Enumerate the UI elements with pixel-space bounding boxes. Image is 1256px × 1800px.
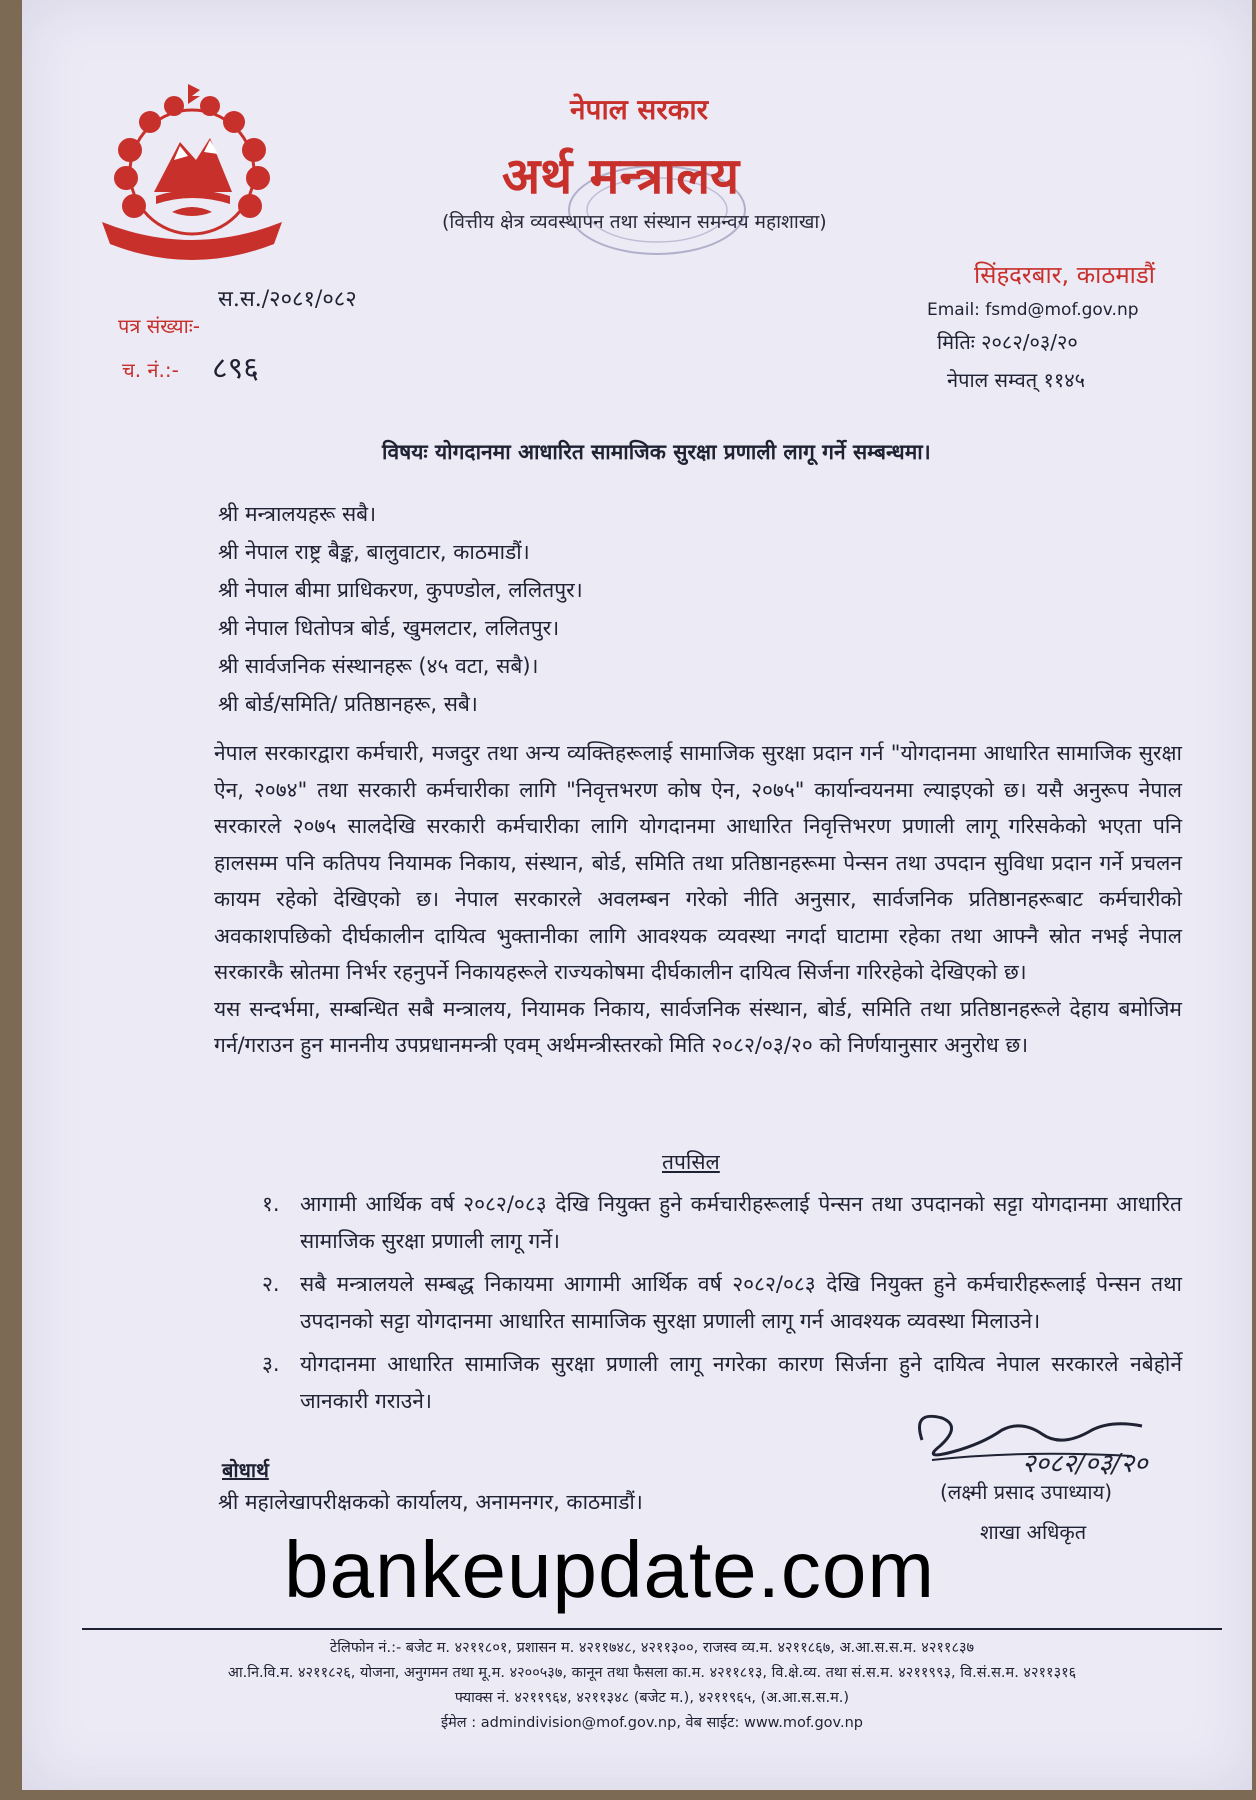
schedule-item-number: ३. bbox=[262, 1352, 280, 1376]
flag-icon bbox=[188, 84, 200, 104]
recipient-item: श्री बोर्ड/समिति/ प्रतिष्ठानहरू, सबै। bbox=[218, 692, 478, 716]
watermark-text: bankeupdate.com bbox=[284, 1525, 936, 1614]
fiscal-year-ref: स.स./२०८१/०८२ bbox=[218, 287, 357, 312]
footer-line: ईमेल : admindivision@mof.gov.np, वेब साईट: www.mof.gov.np bbox=[440, 1715, 864, 1731]
cc-label: बोधार्थ bbox=[222, 1458, 269, 1482]
schedule-list bbox=[262, 1186, 1182, 1426]
recipient-item: श्री नेपाल धितोपत्र बोर्ड, खुमलटार, ललितपुर। bbox=[218, 616, 560, 640]
email-line: Email: fsmd@mof.gov.np bbox=[927, 300, 1139, 320]
recipient-item: श्री नेपाल बीमा प्राधिकरण, कुपण्डोल, ललितपुर। bbox=[218, 578, 583, 602]
recipient-item: श्री मन्त्रालयहरू सबै। bbox=[218, 502, 377, 526]
recipient-item: श्री सार्वजनिक संस्थानहरू (४५ वटा, सबै)। bbox=[218, 654, 539, 678]
dispatch-no-label: च. नं.:- bbox=[122, 358, 179, 382]
signature-date: २०८२/०३/२० bbox=[1022, 1449, 1148, 1479]
body-paragraph-1: नेपाल सरकारद्वारा कर्मचारी, मजदुर तथा अन्य व्यक्तिहरूलाई सामाजिक सुरक्षा प्रदान गर्न "योगदानमा आधारित सामाजिक सुरक्षा ऐन, २०७४" तथा सरकारी कर्मचारीका लागि "निवृत्तभरण कोष ऐन, २०७५" कार्यान्वयनमा ल्याइएको छ। यसै अनुरूप नेपाल सरकारले २०७५ सालदेखि सरकारी कर्मचारीका लागि योगदानमा आधारित निवृत्तिभरण प्रणाली लागू गरिसकेको भएता पनि हालसम्म पनि कतिपय नियामक निकाय, संस्थान, बोर्ड, समिति तथा प्रतिष्ठानहरूमा पेन्सन तथा उपदान सुविधा प्रदान गर्ने प्रचलन कायम रहेको देखिएको छ। नेपाल सरकारले अवलम्बन गरेको नीति अनुसार, सार्वजनिक प्रतिष्ठानहरूबाट कर्मचारीको अवकाशपछिको दीर्घकालीन दायित्व भुक्तानीका लागि आवश्यक व्यवस्था नगर्दा घाटामा रहेका तथा आफ्नै स्रोत नभई नेपाल सरकारकै स्रोतमा निर्भर रहनुपर्ने निकायहरूले राज्यकोषमा दीर्घकालीन दायित्व सिर्जना गरिरहेको देखिएको छ। bbox=[214, 741, 1182, 984]
office-address: सिंहदरबार, काठमाडौं bbox=[974, 261, 1155, 289]
dispatch-no: ८९६ bbox=[212, 351, 259, 386]
body-paragraph-2: यस सन्दर्भमा, सम्बन्धित सबै मन्त्रालय, नियामक निकाय, सार्वजनिक संस्थान, बोर्ड, समिति तथा प्रतिष्ठानहरूले देहाय बमोजिम गर्न/गराउन हुन माननीय उपप्रधानमन्त्री एवम् अर्थमन्त्रीस्तरको मिति २०८२/०३/२० को निर्णयानुसार अनुरोध छ। bbox=[214, 996, 1182, 1057]
schedule-item-number: २. bbox=[262, 1272, 280, 1296]
recipient-item: श्री नेपाल राष्ट्र बैङ्क, बालुवाटार, काठमाडौं। bbox=[218, 540, 530, 564]
schedule-item-text: आगामी आर्थिक वर्ष २०८२/०८३ देखि नियुक्त हुने कर्मचारीहरूलाई पेन्सन तथा उपदानको सट्टा योगदानमा आधारित सामाजिक सुरक्षा प्रणाली लागू गर्ने। bbox=[300, 1192, 1182, 1253]
division-name: (वित्तीय क्षेत्र व्यवस्थापन तथा संस्थान समन्वय महाशाखा) bbox=[442, 211, 827, 233]
letter-sheet bbox=[22, 0, 1252, 1790]
letter-date: मितिः २०८२/०३/२० bbox=[937, 330, 1078, 354]
schedule-title: तपसिल bbox=[662, 1150, 720, 1174]
schedule-item-text: सबै मन्त्रालयले सम्बद्ध निकायमा आगामी आर्थिक वर्ष २०८२/०८३ देखि नियुक्त हुने कर्मचारीहरूलाई पेन्सन तथा उपदानको सट्टा योगदानमा आधारित सामाजिक सुरक्षा प्रणाली लागू गर्न आवश्यक व्यवस्था मिलाउने। bbox=[300, 1272, 1182, 1333]
schedule-item bbox=[262, 1266, 1182, 1340]
footer-line: फ्याक्स नं. ४२११९६४, ४२११३४८ (बजेट म.), ४२११९६५, (अ.आ.स.स.म.) bbox=[454, 1690, 850, 1706]
nepal-samvat: नेपाल सम्वत् ११४५ bbox=[947, 368, 1086, 392]
ministry-name: अर्थ मन्त्रालय bbox=[502, 147, 740, 205]
footer-contact bbox=[62, 1636, 1242, 1736]
cc-entry: श्री महालेखापरीक्षकको कार्यालय, अनामनगर, काठमाडौं। bbox=[218, 1490, 643, 1514]
government-name: नेपाल सरकार bbox=[570, 93, 709, 126]
motto-ribbon-icon bbox=[102, 222, 282, 260]
schedule-item-number: १. bbox=[262, 1192, 280, 1216]
signer-title: शाखा अधिकृत bbox=[980, 1520, 1087, 1544]
nepal-emblem bbox=[92, 80, 292, 270]
footer-divider bbox=[82, 1628, 1222, 1630]
footer-line: आ.नि.वि.म. ४२११८२६, योजना, अनुगमन तथा मू.म. ४२००५३७, कानून तथा फैसला का.म. ४२११८१३, वि.क्षे.व्य. तथा सं.स.म. ४२११९९३, वि.सं.स.म. ४२११३१६ bbox=[227, 1665, 1077, 1681]
footer-line: टेलिफोन नं.:- बजेट म. ४२११८०१, प्रशासन म. ४२११७४८, ४२११३००, राजस्व व्य.म. ४२११८६७, अ.आ.स.स.म. ४२११८३७ bbox=[329, 1640, 975, 1656]
schedule-item-text: योगदानमा आधारित सामाजिक सुरक्षा प्रणाली लागू नगरेका कारण सिर्जना हुने दायित्व नेपाल सरकारले नबेहोर्ने जानकारी गराउने। bbox=[300, 1352, 1182, 1413]
signer-name: (लक्ष्मी प्रसाद उपाध्याय) bbox=[940, 1480, 1113, 1504]
letter-no-label: पत्र संख्याः- bbox=[118, 314, 201, 338]
recipient-list bbox=[218, 495, 583, 723]
letter-body bbox=[214, 735, 1182, 1064]
schedule-item bbox=[262, 1186, 1182, 1260]
letter-subject: विषयः योगदानमा आधारित सामाजिक सुरक्षा प्रणाली लागू गर्ने सम्बन्धमा। bbox=[382, 440, 931, 464]
